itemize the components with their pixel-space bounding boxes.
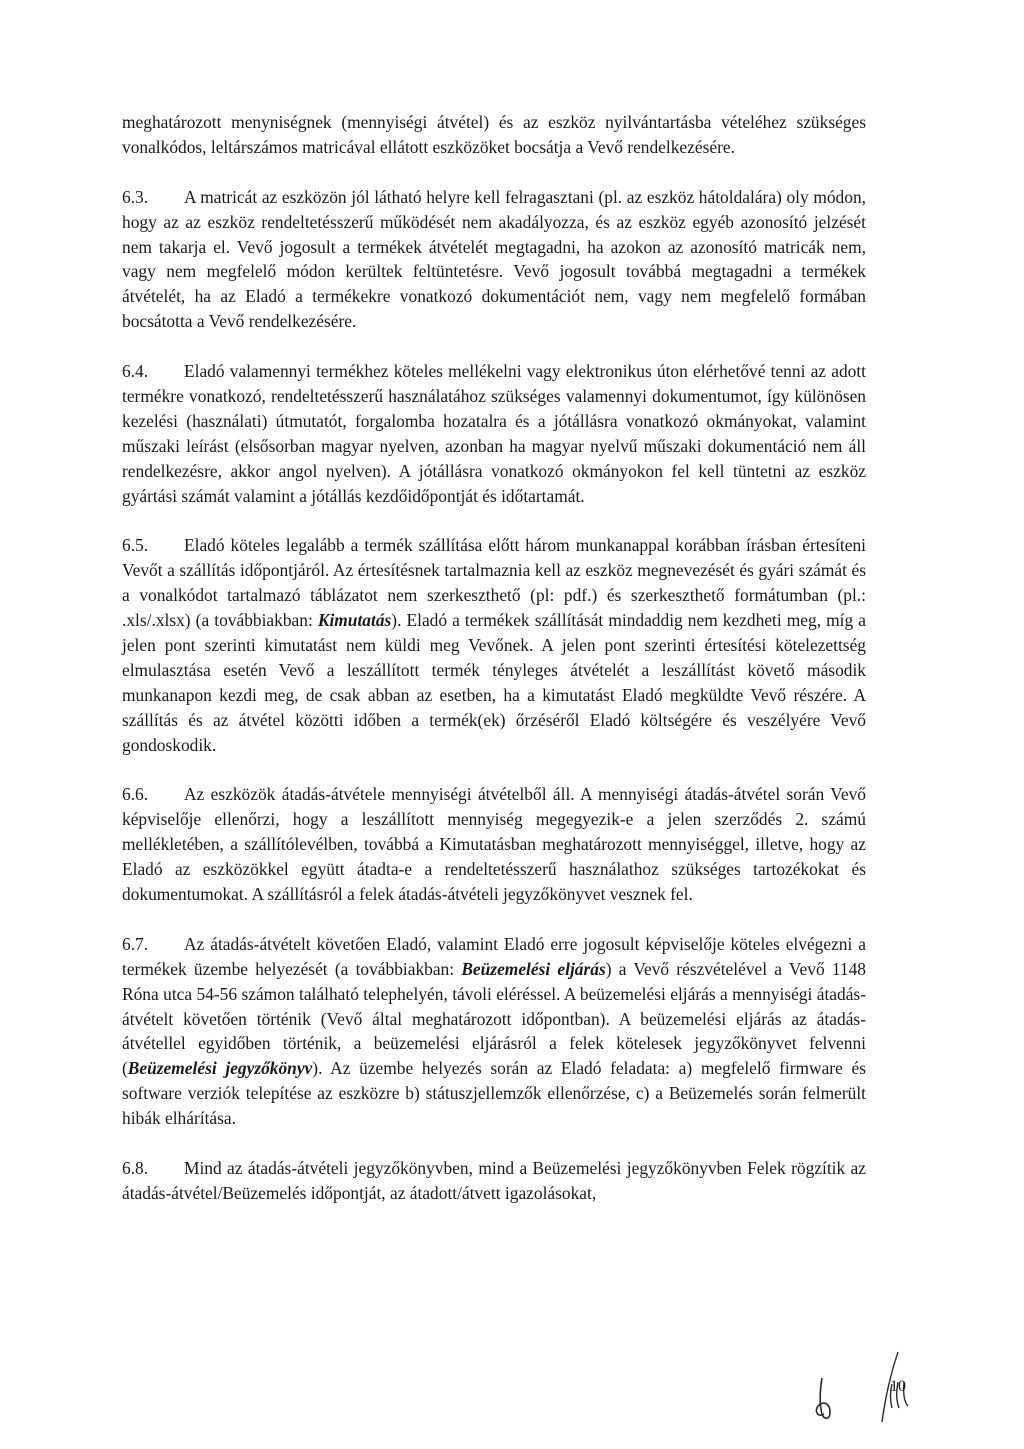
paragraph-text: A matricát az eszközön jól látható helyre kell felragasztani (pl. az eszköz hátoldalára) oly módon, hogy az az eszköz rendeltetésszerű működését nem akadályozza, és az eszköz egyéb azonosító jelzését nem takarja el. Vevő jogosult a termékek átvételét megtagadni, ha azokon az azonosító matricák nem, vagy nem megfelelő módon kerültek feltüntetésre. Vevő jogosult továbbá megtagadni a termékek átvételét, ha az Eladó a termékekre vonatkozó dokumentációt nem, vagy nem megfelelő formában bocsátotta a Vevő rendelkezésére.	[122, 186, 866, 332]
page-number: 10	[890, 1378, 906, 1395]
initial-mark-left	[816, 1378, 830, 1418]
paragraph-text: Mind az átadás-átvételi jegyzőkönyvben, mind a Beüzemelési jegyzőkönyvben Felek rögzítik az átadás-átvétel/Beüzemelés időpontját, az átadott/átvett igazolásokat,	[122, 1157, 866, 1203]
paragraph-6-3	[122, 185, 866, 334]
paragraph-continuation	[122, 110, 866, 160]
document-page	[122, 110, 866, 1206]
paragraph-6-8	[122, 1156, 866, 1206]
paragraph-text: ). Az üzembe helyezés során az Eladó feladata: a) megfelelő firmware és software verziók telepítése az eszközre b) státuszjellemzők ellenőrzése, c) a Beüzemelés során felmerült hibák elhárítása.	[122, 1058, 866, 1129]
paragraph-text: Eladó köteles legalább a termék szállítása előtt három munkanappal korábban írásban értesíteni Vevőt a szállítás időpontjáról. Az értesítésnek tartalmaznia kell az eszköz megnevezését és gyári számát és a vonalkódot tartalmazó táblázatot nem szerkeszthető (pl: pdf.) és szerkeszthető formátumban (pl.: .xls/.xlsx) (a továbbiakban:	[122, 535, 866, 631]
paragraph-text: Az eszközök átadás-átvétele mennyiségi átvételből áll. A mennyiségi átadás-átvétel során Vevő képviselője ellenőrzi, hogy a leszállított mennyiség megegyezik-e a jelen szerződés 2. számú mellékletében, a szállítólevélben, továbbá a Kimutatásban meghatározott mennyiséggel, illetve, hogy az Eladó az eszközökkel együtt átadta-e a rendeltetésszerű használathoz szükséges tartozékokat és dokumentumokat. A szállításról a felek átadás-átvételi jegyzőkönyvet vesznek fel.	[122, 784, 866, 905]
paragraph-6-7	[122, 932, 866, 1131]
defined-term: Beüzemelési eljárás	[461, 958, 606, 979]
paragraph-6-5	[122, 533, 866, 757]
paragraph-number: 6.8.	[122, 1157, 149, 1178]
paragraph-text: ) a Vevő részvételével a Vevő 1148 Róna utca 54-56 számon található telephelyén, távoli eléréssel. A beüzemelési eljárás a mennyiségi átadás-átvételt követően történik (Vevő által meghatározott időpontban). A beüzemelési eljárás az átadás-átvétellel egyidőben történik, a beüzemelési eljárásról a felek kötelesek jegyzőkönyvet felvenni (	[122, 958, 866, 1079]
paragraph-text: Eladó valamennyi termékhez köteles mellékelni vagy elektronikus úton elérhetővé tenni az adott termékre vonatkozó, rendeltetésszerű használatához szükséges valamennyi dokumentumot, így különösen kezelési (használati) útmutatót, forgalomba hozatalra és a jótállásra vonatkozó okmányokat, valamint műszaki leírást (elsősorban magyar nyelven, azonban ha magyar nyelvű műszaki dokumentáció nem áll rendelkezésre, akkor angol nyelven). A jótállásra vonatkozó okmányokon fel kell tüntetni az eszköz gyártási számát valamint a jótállás kezdőidőpontját és időtartamát.	[122, 361, 866, 506]
paragraph-text: Az átadás-átvételt követően Eladó, valamint Eladó erre jogosult képviselője köteles elvégezni a termékek üzembe helyezését (a továbbiakban:	[122, 933, 866, 979]
paragraph-number: 6.3.	[122, 186, 149, 207]
paragraph-text: meghatározott menyniségnek (mennyiségi átvétel) és az eszköz nyilvántartásba vételéhez szükséges vonalkódos, leltárszámos matricával ellátott eszközöket bocsátja a Vevő rendelkezésére.	[122, 112, 866, 157]
defined-term: Beüzemelési jegyzőkönyv	[127, 1058, 313, 1079]
paragraph-6-6	[122, 782, 866, 907]
paragraph-6-4	[122, 359, 866, 508]
paragraph-text: ). Eladó a termékek szállítását mindaddig nem kezdheti meg, míg a jelen pont szerinti kimutatást nem küldi meg Vevőnek. A jelen pont szerinti értesítési kötelezettség elmulasztása esetén Vevő a leszállított termék tényleges átvételét a leszállítást követő második munkanapon kezdi meg, de csak abban az esetben, ha a kimutatást Eladó megküldte Vevő részére. A szállítás és az átvétel közötti időben a termék(ek) őrzéséről Eladó költségére és veszélyére Vevő gondoskodik.	[122, 610, 866, 755]
paragraph-number: 6.4.	[122, 361, 149, 382]
defined-term: Kimutatás	[317, 610, 392, 631]
paragraph-number: 6.5.	[122, 535, 149, 556]
paragraph-number: 6.7.	[122, 933, 149, 954]
paragraph-number: 6.6.	[122, 784, 149, 805]
